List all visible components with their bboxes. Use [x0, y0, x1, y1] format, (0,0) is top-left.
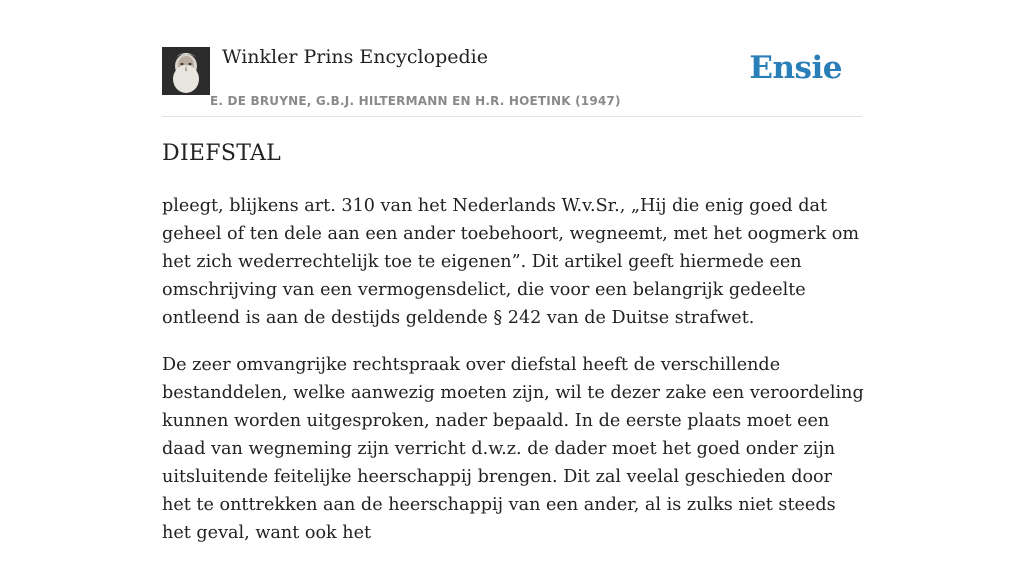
article-body	[162, 192, 866, 566]
brand-logo[interactable]: Ensie	[749, 50, 842, 86]
author-portrait-icon	[162, 47, 210, 95]
article-paragraph: De zeer omvangrijke rechtspraak over diefstal heeft de verschillende bestanddelen, welke aanwezig moeten zijn, wil te dezer zake een veroordeling kunnen worden uitgesproken, nader bepaald. In de eerste plaats moet een daad van wegneming zijn verricht d.w.z. de dader moet het goed onder zijn uitsluitende feitelijke heerschappij brengen. Dit zal veelal geschieden door het te onttrekken aan de heerschappij van een ander, al is zulks niet steeds het geval, want ook het	[162, 355, 864, 543]
right-edge-fade	[944, 420, 1024, 512]
header	[162, 44, 862, 117]
article-headword: DIEFSTAL	[162, 141, 282, 166]
author-avatar	[162, 47, 210, 95]
work-title[interactable]: Winkler Prins Encyclopedie	[222, 46, 488, 68]
article-paragraph: pleegt, blijkens art. 310 van het Nederlands W.v.Sr., „Hij die enig goed dat geheel of ten dele aan een ander toebehoort, wegneemt, met het oogmerk om het zich wederrechtelijk toe te eigenen”. Dit artikel geeft hiermede een omschrijving van een vermogensdelict, die voor een belangrijk gedeelte ontleend is aan de destijds geldende § 242 van de Duitse strafwet.	[162, 196, 860, 328]
authors-line: E. DE BRUYNE, G.B.J. HILTERMANN EN H.R. HOETINK (1947)	[210, 94, 621, 108]
